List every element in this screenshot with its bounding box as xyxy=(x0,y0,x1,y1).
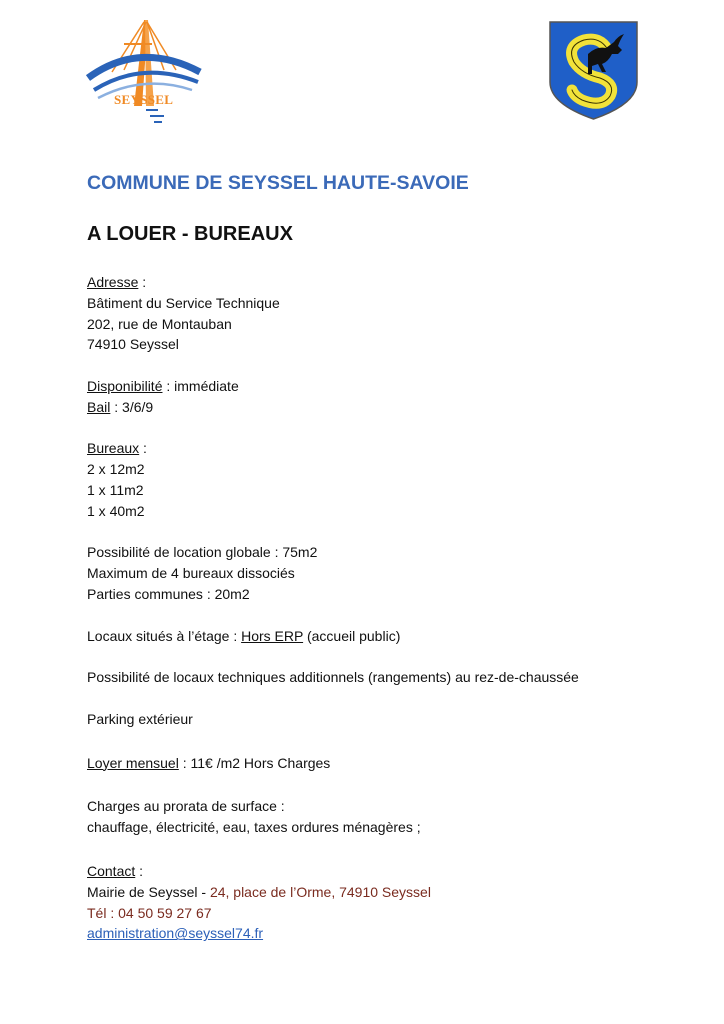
seyssel-logo xyxy=(84,14,206,126)
floor-line xyxy=(87,626,677,647)
contact-address-line xyxy=(87,882,677,903)
coat-of-arms xyxy=(548,20,639,121)
offer-title: A LOUER - BUREAUX xyxy=(87,223,293,245)
availability-value: : immédiate xyxy=(162,377,239,394)
availability-line xyxy=(87,376,677,397)
charges-line: chauffage, électricité, eau, taxes ordures ménagères ; xyxy=(87,819,421,836)
contact-org: Mairie de Seyssel - xyxy=(87,883,210,900)
offices-label: Bureaux xyxy=(87,440,140,457)
offices-suffix: : xyxy=(139,440,147,457)
contact-suffix: : xyxy=(135,862,144,879)
contact-address: 24, place de l’Orme, 74910 Seyssel xyxy=(209,883,431,900)
address-label: Adresse xyxy=(87,274,139,290)
contact-label: Contact xyxy=(87,862,136,879)
document-body xyxy=(87,168,677,944)
offices-heading xyxy=(87,438,677,459)
availability-label: Disponibilité xyxy=(87,377,163,394)
rent-label: Loyer mensuel xyxy=(87,754,179,771)
office-item: 2 x 12m2 xyxy=(87,461,145,478)
rent-line xyxy=(87,753,677,774)
lease-line xyxy=(87,397,677,418)
logo-text: SEYSSEL xyxy=(114,92,174,107)
contact-email-link[interactable]: administration@seyssel74.fr xyxy=(87,925,264,942)
contact-heading xyxy=(87,861,677,882)
surface-line: Parties communes : 20m2 xyxy=(87,585,250,602)
office-item: 1 x 40m2 xyxy=(87,502,145,519)
storage-line: Possibilité de locaux techniques additionnels (rangements) au rez-de-chaussée xyxy=(87,669,579,686)
address-line: 74910 Seyssel xyxy=(87,336,179,353)
floor-suffix: (accueil public) xyxy=(303,627,401,644)
surface-line: Maximum de 4 bureaux dissociés xyxy=(87,565,295,582)
lease-value: : 3/6/9 xyxy=(110,398,154,415)
commune-title: COMMUNE DE SEYSSEL HAUTE-SAVOIE xyxy=(87,172,469,194)
lease-label: Bail xyxy=(87,398,111,415)
seyssel-coat-of-arms-icon xyxy=(548,20,639,121)
floor-erp: Hors ERP xyxy=(241,627,304,644)
floor-prefix: Locaux situés à l’étage : xyxy=(87,627,242,644)
charges-line: Charges au prorata de surface : xyxy=(87,798,285,815)
parking-line: Parking extérieur xyxy=(87,710,193,727)
address-line: Bâtiment du Service Technique xyxy=(87,294,280,311)
address-heading xyxy=(87,272,677,293)
seyssel-bridge-logo-icon xyxy=(84,14,206,126)
address-line: 202, rue de Montauban xyxy=(87,315,232,332)
office-item: 1 x 11m2 xyxy=(87,481,144,498)
contact-phone: Tél : 04 50 59 27 67 xyxy=(87,904,212,921)
rent-value: : 11€ /m2 Hors Charges xyxy=(178,754,331,771)
address-suffix: : xyxy=(138,274,147,290)
surface-line: Possibilité de location globale : 75m2 xyxy=(87,544,318,561)
